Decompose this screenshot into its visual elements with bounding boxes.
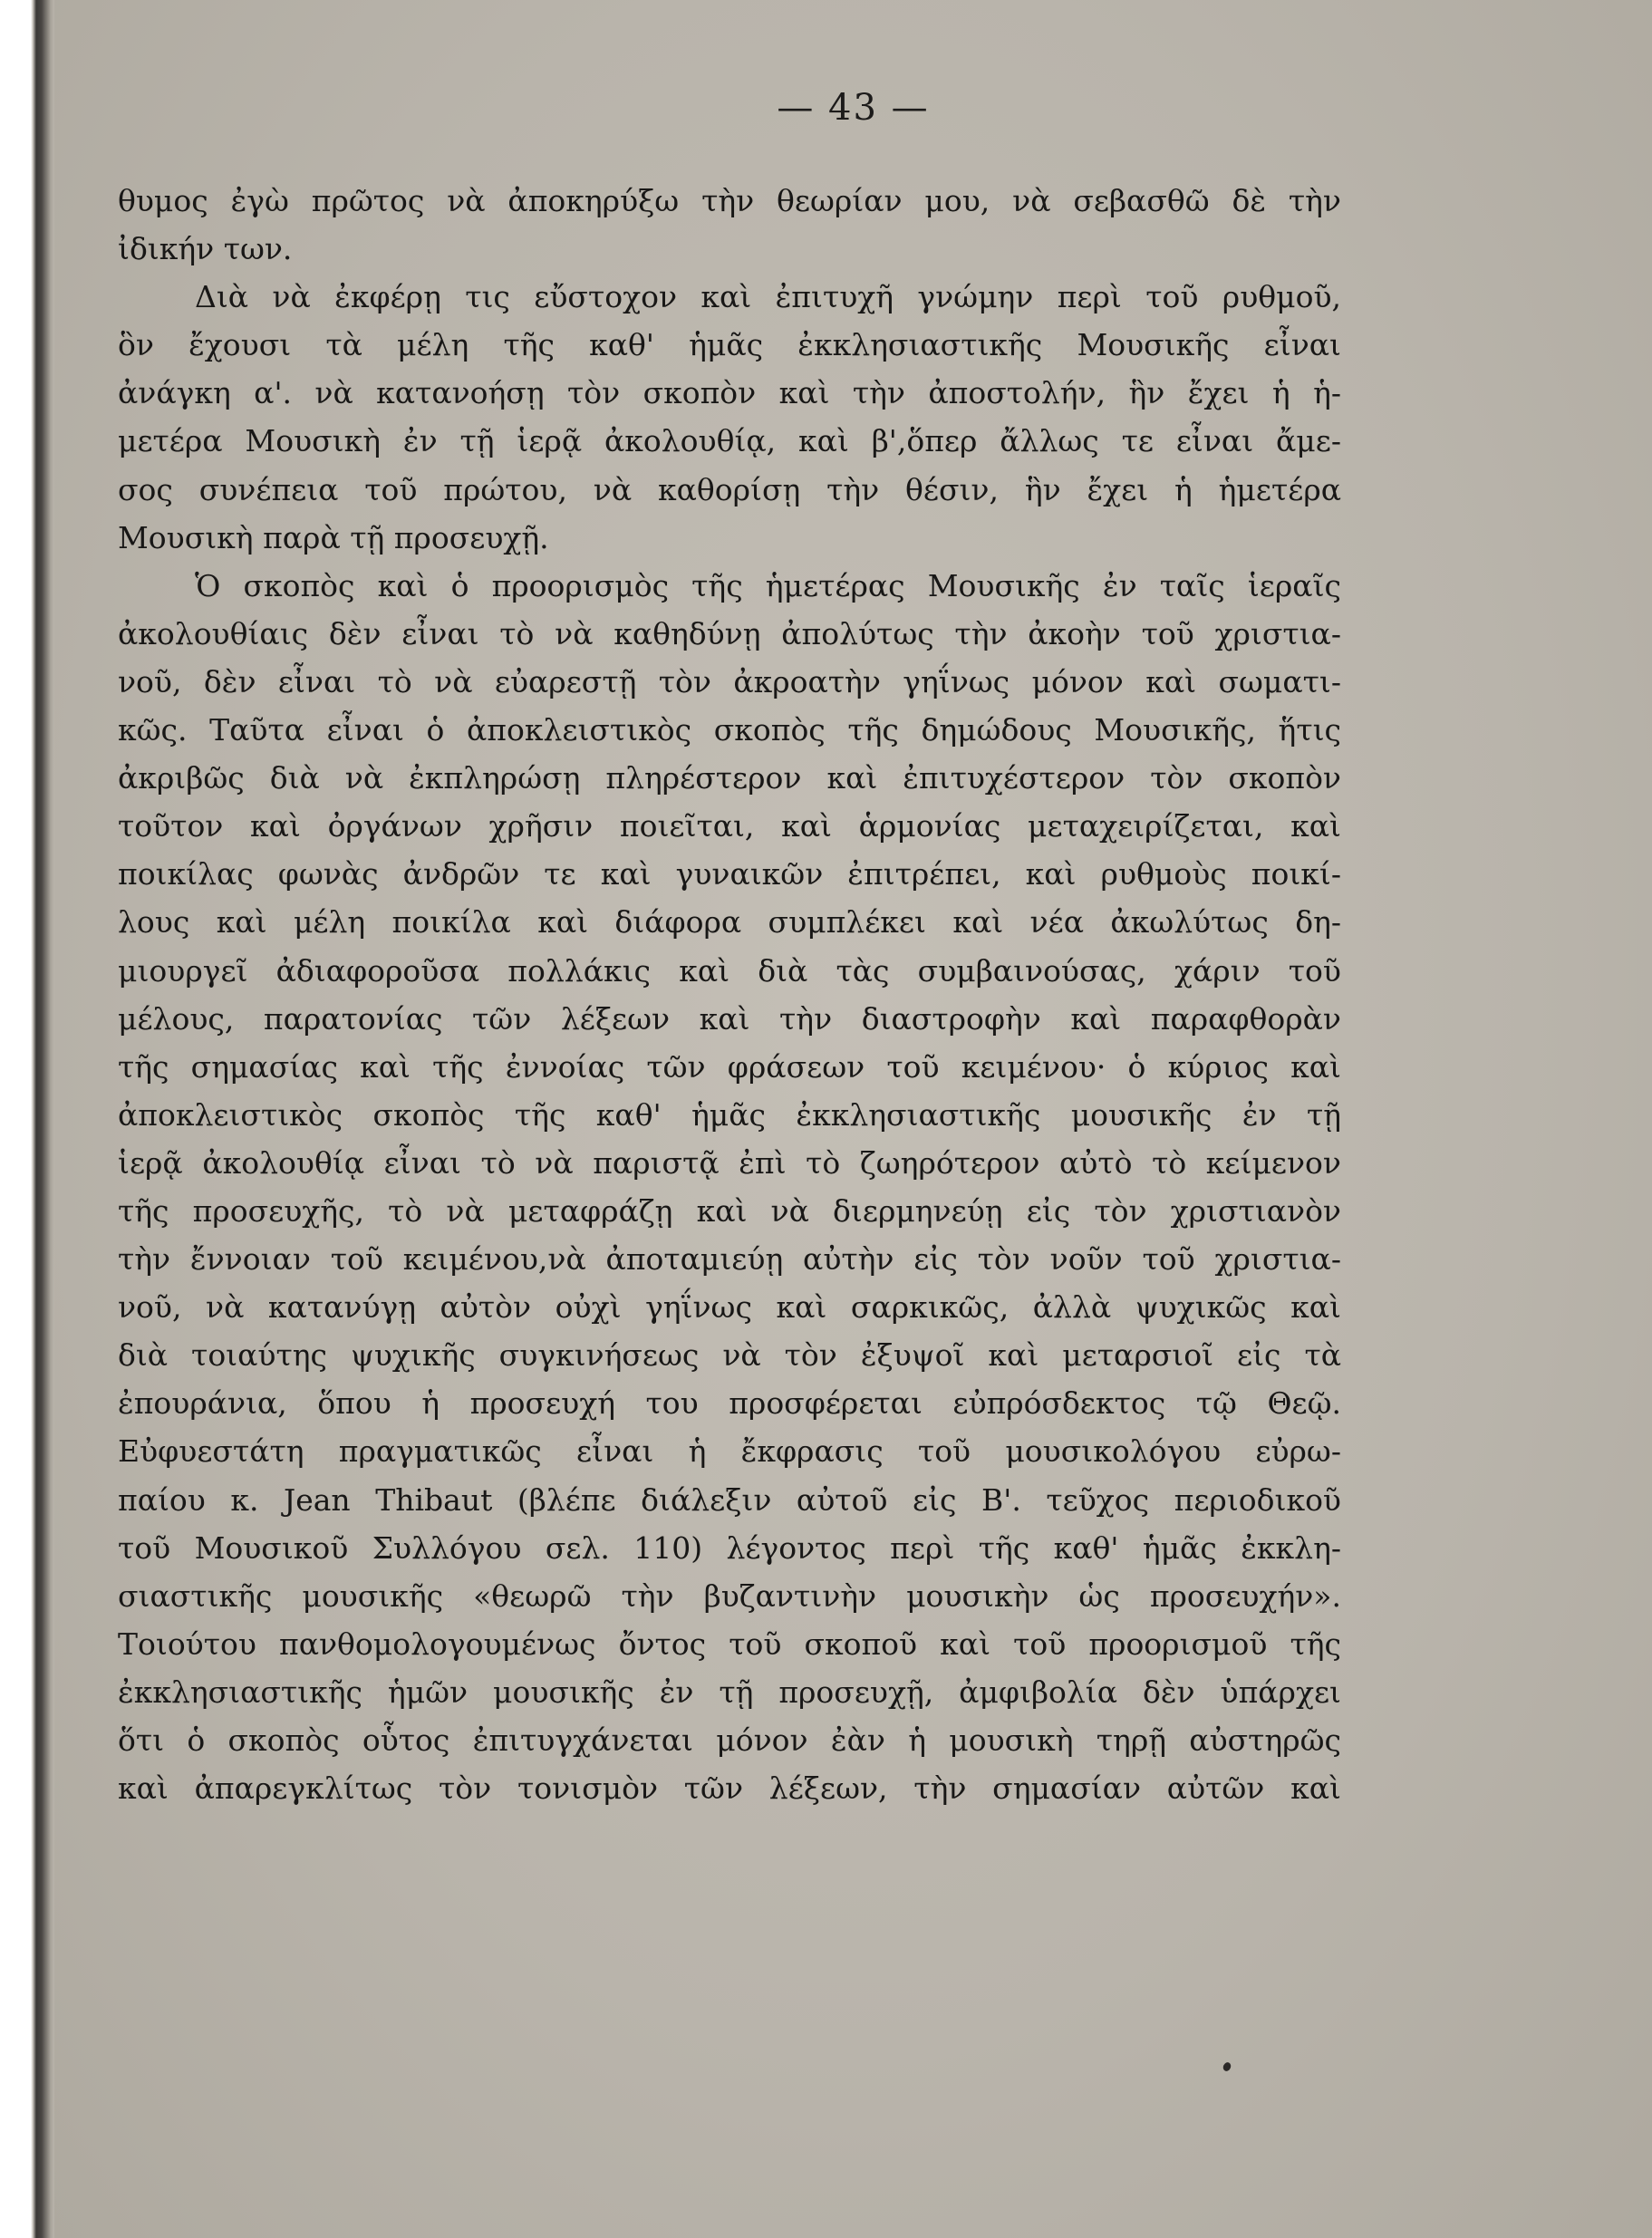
text-line: ὃν ἔχουσι τὰ μέλη τῆς καθ' ἡμᾶς ἐκκλησιαστικῆς Μουσικῆς εἶναι	[118, 327, 1341, 363]
text-line: Εὐφυεστάτη πραγματικῶς εἶναι ἡ ἔκφρασις τοῦ μουσικολόγου εὐρω-	[118, 1433, 1341, 1470]
text-line: ἰδικήν των.	[118, 231, 293, 267]
ink-speck	[1222, 2061, 1232, 2072]
text-line: ἱερᾷ ἀκολουθίᾳ εἶναι τὸ νὰ παριστᾷ ἐπὶ τὸ ζωηρότερον αὐτὸ τὸ κείμενον	[118, 1144, 1341, 1181]
text-line: σιαστικῆς μουσικῆς «θεωρῶ τὴν βυζαντινὴν μουσικὴν ὡς προσευχήν».	[118, 1577, 1341, 1614]
text-line: διὰ τοιαύτης ψυχικῆς συγκινήσεως νὰ τὸν ἐξυψοῖ καὶ μεταρσιοῖ εἰς τὰ	[118, 1337, 1341, 1374]
text-line: καὶ ἀπαρεγκλίτως τὸν τονισμὸν τῶν λέξεων, τὴν σημασίαν αὐτῶν καὶ	[118, 1770, 1341, 1807]
text-line: ἀποκλειστικὸς σκοπὸς τῆς καθ' ἡμᾶς ἐκκλησιαστικῆς μουσικῆς ἐν τῇ	[118, 1096, 1341, 1133]
text-line: ὅτι ὁ σκοπὸς οὗτος ἐπιτυγχάνεται μόνον ἐὰν ἡ μουσικὴ τηρῇ αὐστηρῶς	[118, 1722, 1341, 1758]
text-line: Τοιούτου πανθομολογουμένως ὄντος τοῦ σκοποῦ καὶ τοῦ προορισμοῦ τῆς	[118, 1625, 1341, 1662]
text-line: κῶς. Ταῦτα εἶναι ὁ ἀποκλειστικὸς σκοπὸς τῆς δημώδους Μουσικῆς, ἥτις	[118, 712, 1341, 748]
text-line: νοῦ, δὲν εἶναι τὸ νὰ εὐαρεστῇ τὸν ἀκροατὴν γηΐνως μόνον καὶ σωματι-	[118, 663, 1341, 699]
text-line: μετέρα Μουσικὴ ἐν τῇ ἱερᾷ ἀκολουθίᾳ, καὶ β',ὅπερ ἄλλως τε εἶναι ἄμε-	[118, 423, 1341, 459]
text-line: Ὁ σκοπὸς καὶ ὁ προορισμὸς τῆς ἡμετέρας Μουσικῆς ἐν ταῖς ἱεραῖς	[195, 567, 1341, 603]
text-line: μιουργεῖ ἀδιαφοροῦσα πολλάκις καὶ διὰ τὰς συμβαινούσας, χάριν τοῦ	[118, 952, 1341, 989]
text-line: τοῦ Μουσικοῦ Συλλόγου σελ. 110) λέγοντος περὶ τῆς καθ' ἡμᾶς ἐκκλη-	[118, 1529, 1341, 1566]
text-line: ἐπουράνια, ὅπου ἡ προσευχή του προσφέρεται εὐπρόσδεκτος τῷ Θεῷ.	[118, 1385, 1341, 1422]
text-line: τῆς προσευχῆς, τὸ νὰ μεταφράζῃ καὶ νὰ διερμηνεύῃ εἰς τὸν χριστιανὸν	[118, 1192, 1341, 1229]
text-line: ποικίλας φωνὰς ἀνδρῶν τε καὶ γυναικῶν ἐπιτρέπει, καὶ ρυθμοὺς ποικί-	[118, 856, 1341, 892]
text-line: ἀνάγκη α'. νὰ κατανοήσῃ τὸν σκοπὸν καὶ τὴν ἀποστολήν, ἣν ἔχει ἡ ἡ-	[118, 375, 1341, 411]
text-line: νοῦ, νὰ κατανύγῃ αὐτὸν οὐχὶ γηΐνως καὶ σαρκικῶς, ἀλλὰ ψυχικῶς καὶ	[118, 1289, 1341, 1326]
text-line: τοῦτον καὶ ὀργάνων χρῆσιν ποιεῖται, καὶ ἁρμονίας μεταχειρίζεται, καὶ	[118, 808, 1341, 844]
text-line: παίου κ. Jean Thibaut (βλέπε διάλεξιν αὐτοῦ εἰς Β'. τεῦχος περιοδικοῦ	[118, 1481, 1341, 1518]
text-line: Διὰ νὰ ἐκφέρῃ τις εὔστοχον καὶ ἐπιτυχῆ γνώμην περὶ τοῦ ρυθμοῦ,	[195, 279, 1341, 315]
text-line: λους καὶ μέλη ποικίλα καὶ διάφορα συμπλέκει καὶ νέα ἀκωλύτως δη-	[118, 904, 1341, 941]
text-line: ἀκριβῶς διὰ νὰ ἐκπληρώσῃ πληρέστερον καὶ ἐπιτυχέστερον τὸν σκοπὸν	[118, 760, 1341, 796]
book-binding-edge	[0, 0, 54, 2238]
text-line: ἀκολουθίαις δὲν εἶναι τὸ νὰ καθηδύνῃ ἀπολύτως τὴν ἀκοὴν τοῦ χριστια-	[118, 615, 1341, 651]
body-text	[118, 177, 1341, 1812]
text-line: Μουσικὴ παρὰ τῇ προσευχῇ.	[118, 519, 549, 555]
text-line: τῆς σημασίας καὶ τῆς ἐννοίας τῶν φράσεων τοῦ κειμένου· ὁ κύριος καὶ	[118, 1048, 1341, 1085]
text-line: τὴν ἔννοιαν τοῦ κειμένου,νὰ ἀποταμιεύῃ αὐτὴν εἰς τὸν νοῦν τοῦ χριστια-	[118, 1241, 1341, 1278]
text-line: μέλους, παρατονίας τῶν λέξεων καὶ τὴν διαστροφὴν καὶ παραφθορὰν	[118, 1000, 1341, 1037]
text-line: ἐκκλησιαστικῆς ἡμῶν μουσικῆς ἐν τῇ προσευχῇ, ἀμφιβολία δὲν ὑπάρχει	[118, 1674, 1341, 1710]
text-line: σος συνέπεια τοῦ πρώτου, νὰ καθορίσῃ τὴν θέσιν, ἣν ἔχει ἡ ἡμετέρα	[118, 471, 1341, 507]
book-page	[54, 0, 1652, 2238]
page-number: — 43 —	[777, 87, 930, 129]
text-line: θυμος ἐγὼ πρῶτος νὰ ἀποκηρύξω τὴν θεωρίαν μου, νὰ σεβασθῶ δὲ τὴν	[118, 183, 1341, 218]
